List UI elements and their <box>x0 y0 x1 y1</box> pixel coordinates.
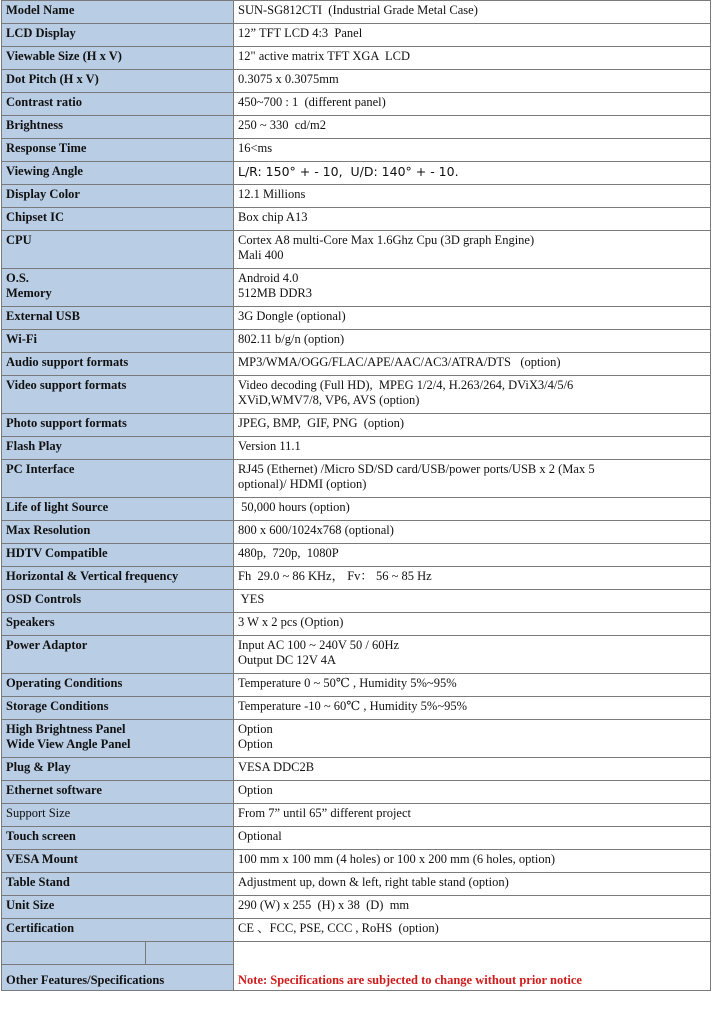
spec-value-line: 100 mm x 100 mm (4 holes) or 100 x 200 mm (6 holes, option) <box>238 852 555 866</box>
spec-value-line: YES <box>238 592 265 606</box>
spec-label: Audio support formats <box>2 353 234 376</box>
specifications-table <box>1 0 711 991</box>
spec-label: Viewing Angle <box>2 162 234 185</box>
table-row-other-features <box>2 942 711 991</box>
spec-value-line: From 7” until 65” different project <box>238 806 411 820</box>
spec-value <box>234 93 711 116</box>
spec-value <box>234 873 711 896</box>
spec-value-line: 3 W x 2 pcs (Option) <box>238 615 344 629</box>
spec-value-line: MP3/WMA/OGG/FLAC/APE/AAC/AC3/ATRA/DTS (option) <box>238 355 561 369</box>
spec-value-line: 16<ms <box>238 141 273 155</box>
table-row <box>2 720 711 758</box>
spec-label: Life of light Source <box>2 498 234 521</box>
spec-value-line: JPEG, BMP, GIF, PNG (option) <box>238 416 405 430</box>
spec-value <box>234 330 711 353</box>
spec-label-line: Wide View Angle Panel <box>6 737 131 751</box>
disclaimer-note: Note: Specifications are subjected to change without prior notice <box>238 973 582 987</box>
spec-value <box>234 376 711 414</box>
spec-value-line: optional)/ HDMI (option) <box>238 477 367 491</box>
spec-label: Model Name <box>2 1 234 24</box>
table-row <box>2 307 711 330</box>
spec-value-line: 512MB DDR3 <box>238 286 312 300</box>
table-row <box>2 47 711 70</box>
table-row <box>2 498 711 521</box>
spec-value-line: 3G Dongle (optional) <box>238 309 346 323</box>
table-row <box>2 93 711 116</box>
spec-label: Viewable Size (H x V) <box>2 47 234 70</box>
spec-value <box>234 919 711 942</box>
table-row <box>2 804 711 827</box>
spec-value-line: 480p, 720p, 1080P <box>238 546 339 560</box>
spec-value <box>234 162 711 185</box>
spec-label: Display Color <box>2 185 234 208</box>
spec-label: PC Interface <box>2 460 234 498</box>
spec-value-line: Version 11.1 <box>238 439 301 453</box>
table-row <box>2 330 711 353</box>
spec-label: Photo support formats <box>2 414 234 437</box>
table-row <box>2 1 711 24</box>
spec-value <box>234 1 711 24</box>
spec-label: Speakers <box>2 613 234 636</box>
spec-value <box>234 460 711 498</box>
table-row <box>2 873 711 896</box>
table-row <box>2 850 711 873</box>
table-row <box>2 781 711 804</box>
table-row <box>2 827 711 850</box>
spec-value-line: Mali 400 <box>238 248 284 262</box>
spec-sheet <box>1 0 713 991</box>
spec-value <box>234 720 711 758</box>
table-row <box>2 208 711 231</box>
spec-label: Dot Pitch (H x V) <box>2 70 234 93</box>
spec-value <box>234 827 711 850</box>
spec-value <box>234 307 711 330</box>
table-row <box>2 636 711 674</box>
spec-value <box>234 24 711 47</box>
spec-value <box>234 269 711 307</box>
spec-value-line: Option <box>238 722 273 736</box>
table-row <box>2 613 711 636</box>
spec-value-line: Temperature 0 ~ 50℃ , Humidity 5%~95% <box>238 676 457 690</box>
spec-label: HDTV Compatible <box>2 544 234 567</box>
spec-value-line: Box chip A13 <box>238 210 308 224</box>
spec-value <box>234 896 711 919</box>
spec-value <box>234 544 711 567</box>
spec-label-line: Memory <box>6 286 52 300</box>
spec-value-line: Option <box>238 783 273 797</box>
spec-value <box>234 590 711 613</box>
spec-value-line: Cortex A8 multi-Core Max 1.6Ghz Cpu (3D graph Engine) <box>238 233 535 247</box>
spec-label: Unit Size <box>2 896 234 919</box>
spec-value <box>234 139 711 162</box>
table-row <box>2 521 711 544</box>
table-row <box>2 116 711 139</box>
spec-value-line: 802.11 b/g/n (option) <box>238 332 345 346</box>
spec-value-line: Video decoding (Full HD), MPEG 1/2/4, H.263/264, DViX3/4/5/6 <box>238 378 574 392</box>
spec-value <box>234 781 711 804</box>
spec-value <box>234 613 711 636</box>
table-row <box>2 567 711 590</box>
spec-label: Chipset IC <box>2 208 234 231</box>
spec-value <box>234 437 711 460</box>
spec-value-line: Input AC 100 ~ 240V 50 / 60Hz <box>238 638 400 652</box>
spec-value <box>234 498 711 521</box>
spec-value-line: 290 (W) x 255 (H) x 38 (D) mm <box>238 898 410 912</box>
spec-value <box>234 636 711 674</box>
table-row <box>2 460 711 498</box>
spec-value-line: 50,000 hours (option) <box>238 500 350 514</box>
spec-label: Brightness <box>2 116 234 139</box>
spec-label: External USB <box>2 307 234 330</box>
spec-label: Wi-Fi <box>2 330 234 353</box>
spec-value <box>234 521 711 544</box>
spec-label: Storage Conditions <box>2 697 234 720</box>
spec-value <box>234 116 711 139</box>
spec-value-line: XViD,WMV7/8, VP6, AVS (option) <box>238 393 420 407</box>
spec-table-body <box>2 1 711 942</box>
spec-label-other-features <box>2 942 234 991</box>
spec-label: Video support formats <box>2 376 234 414</box>
spec-value <box>234 414 711 437</box>
table-row <box>2 758 711 781</box>
spec-label: Ethernet software <box>2 781 234 804</box>
spec-value <box>234 208 711 231</box>
table-row <box>2 674 711 697</box>
spec-value-line: Optional <box>238 829 282 843</box>
spec-label: Horizontal & Vertical frequency <box>2 567 234 590</box>
table-row <box>2 139 711 162</box>
spec-value-line: Android 4.0 <box>238 271 299 285</box>
spec-label: VESA Mount <box>2 850 234 873</box>
table-row <box>2 437 711 460</box>
spec-value <box>234 850 711 873</box>
spec-label: Support Size <box>2 804 234 827</box>
spec-value-line: Option <box>238 737 273 751</box>
table-row <box>2 919 711 942</box>
spec-value <box>234 697 711 720</box>
spec-value-line: 0.3075 x 0.3075mm <box>238 72 339 86</box>
spec-label <box>2 720 234 758</box>
table-row <box>2 590 711 613</box>
spec-value-line: 12.1 Millions <box>238 187 306 201</box>
spec-value-line: Temperature -10 ~ 60℃ , Humidity 5%~95% <box>238 699 468 713</box>
spec-label: Contrast ratio <box>2 93 234 116</box>
spec-value <box>234 70 711 93</box>
spec-label: LCD Display <box>2 24 234 47</box>
spec-value <box>234 674 711 697</box>
spec-value-line: SUN-SG812CTI (Industrial Grade Metal Case) <box>238 3 478 17</box>
table-row <box>2 544 711 567</box>
spec-label: Plug & Play <box>2 758 234 781</box>
table-row <box>2 231 711 269</box>
spec-value-line: RJ45 (Ethernet) /Micro SD/SD card/USB/power ports/USB x 2 (Max 5 <box>238 462 595 476</box>
spec-value-line: Output DC 12V 4A <box>238 653 337 667</box>
table-row <box>2 414 711 437</box>
table-row <box>2 70 711 93</box>
spec-label <box>2 269 234 307</box>
spec-label: Operating Conditions <box>2 674 234 697</box>
cell-divider <box>145 942 146 964</box>
spec-value-line: L/R: 150° + - 10, U/D: 140° + - 10. <box>238 164 459 179</box>
table-row <box>2 162 711 185</box>
spec-value-line: 12” TFT LCD 4:3 Panel <box>238 26 363 40</box>
spec-label: CPU <box>2 231 234 269</box>
spec-value-line: Fh 29.0 ~ 86 KHz， Fv： 56 ~ 85 Hz <box>238 569 432 583</box>
spec-value-other-features <box>234 942 711 991</box>
spec-value-line: 250 ~ 330 cd/m2 <box>238 118 327 132</box>
spec-value <box>234 47 711 70</box>
table-row <box>2 376 711 414</box>
spec-value-line: Adjustment up, down & left, right table stand (option) <box>238 875 509 889</box>
spec-value <box>234 353 711 376</box>
spec-value <box>234 804 711 827</box>
table-row <box>2 269 711 307</box>
table-row <box>2 185 711 208</box>
table-row <box>2 24 711 47</box>
spec-value-line: 450~700 : 1 (different panel) <box>238 95 386 109</box>
other-features-label: Other Features/Specifications <box>6 973 165 987</box>
spec-value <box>234 567 711 590</box>
spec-value <box>234 231 711 269</box>
spec-label-line: O.S. <box>6 271 29 285</box>
table-row <box>2 697 711 720</box>
spec-label: Power Adaptor <box>2 636 234 674</box>
spec-label: Response Time <box>2 139 234 162</box>
table-row <box>2 896 711 919</box>
cell-divider <box>2 964 233 965</box>
spec-value <box>234 185 711 208</box>
spec-value-line: 12" active matrix TFT XGA LCD <box>238 49 410 63</box>
spec-label: Certification <box>2 919 234 942</box>
spec-label: Table Stand <box>2 873 234 896</box>
spec-label: Flash Play <box>2 437 234 460</box>
spec-label: Touch screen <box>2 827 234 850</box>
spec-value <box>234 758 711 781</box>
spec-label-line: High Brightness Panel <box>6 722 126 736</box>
spec-value-line: VESA DDC2B <box>238 760 315 774</box>
spec-value-line: CE 、FCC, PSE, CCC , RoHS (option) <box>238 921 439 935</box>
table-row <box>2 353 711 376</box>
spec-label: Max Resolution <box>2 521 234 544</box>
spec-value-line: 800 x 600/1024x768 (optional) <box>238 523 394 537</box>
spec-label: OSD Controls <box>2 590 234 613</box>
